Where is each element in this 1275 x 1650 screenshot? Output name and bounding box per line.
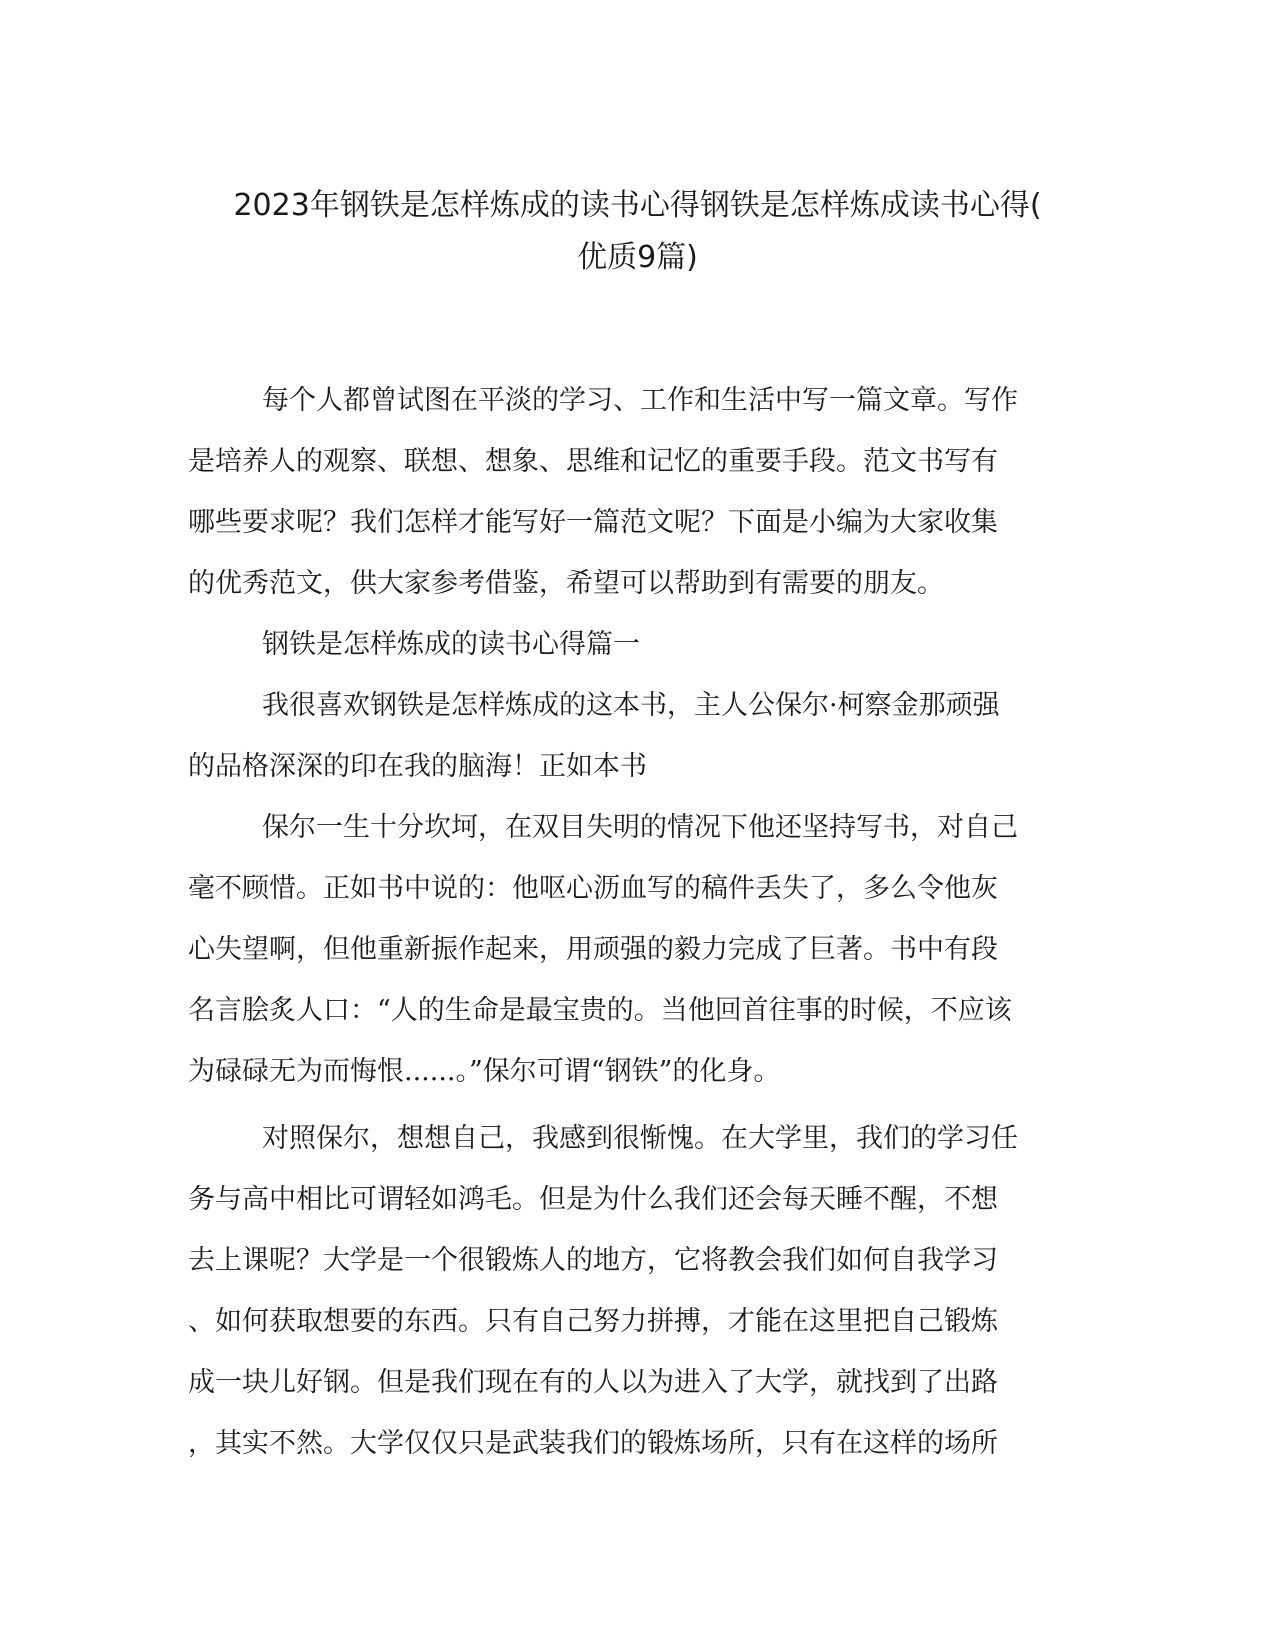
text-line: 的优秀范文，供大家参考借鉴，希望可以帮助到有需要的朋友。 xyxy=(188,568,944,599)
text-line: 哪些要求呢？我们怎样才能写好一篇范文呢？下面是小编为大家收集 xyxy=(188,507,998,538)
text-line: 心失望啊，但他重新振作起来，用顽强的毅力完成了巨著。书中有段 xyxy=(188,934,998,965)
text-line: 的品格深深的印在我的脑海！正如本书 xyxy=(188,751,647,782)
paragraph xyxy=(188,797,1088,1102)
paragraph xyxy=(188,1108,1088,1474)
text-line: 每个人都曾试图在平淡的学习、工作和生活中写一篇文章。写作 xyxy=(262,385,1018,416)
text-line: ，其实不然。大学仅仅只是武装我们的锻炼场所，只有在这样的场所 xyxy=(188,1428,998,1459)
text-line: 对照保尔，想想自己，我感到很惭愧。在大学里，我们的学习任 xyxy=(262,1123,1018,1154)
text-line: 为碌碌无为而悔恨......。”保尔可谓“钢铁”的化身。 xyxy=(188,1056,781,1087)
paragraph-intro xyxy=(188,370,1088,614)
text-line: 毫不顾惜。正如书中说的：他呕心沥血写的稿件丢失了，多么令他灰 xyxy=(188,873,998,904)
paragraph xyxy=(188,675,1088,797)
title-line: 2023年钢铁是怎样炼成的读书心得钢铁是怎样炼成读书心得( xyxy=(233,188,1042,223)
text-line: 去上课呢？大学是一个很锻炼人的地方，它将教会我们如何自我学习 xyxy=(188,1245,998,1276)
text-line: 我很喜欢钢铁是怎样炼成的这本书，主人公保尔·柯察金那顽强 xyxy=(262,690,1000,721)
text-line: 钢铁是怎样炼成的读书心得篇一 xyxy=(262,629,640,660)
text-line: 是培养人的观察、联想、想象、思维和记忆的重要手段。范文书写有 xyxy=(188,446,998,477)
title-line: 优质9篇) xyxy=(577,240,698,275)
text-line: 、如何获取想要的东西。只有自己努力拼搏，才能在这里把自己锻炼 xyxy=(188,1306,998,1337)
document-title xyxy=(140,180,1135,284)
document-body xyxy=(188,370,1088,1474)
text-line: 务与高中相比可谓轻如鸿毛。但是为什么我们还会每天睡不醒，不想 xyxy=(188,1184,998,1215)
section-heading xyxy=(188,614,1088,675)
text-line: 成一块儿好钢。但是我们现在有的人以为进入了大学，就找到了出路 xyxy=(188,1367,998,1398)
text-line: 保尔一生十分坎坷，在双目失明的情况下他还坚持写书，对自己 xyxy=(262,812,1018,843)
text-line: 名言脍炙人口：“人的生命是最宝贵的。当他回首往事的时候，不应该 xyxy=(188,995,1012,1026)
